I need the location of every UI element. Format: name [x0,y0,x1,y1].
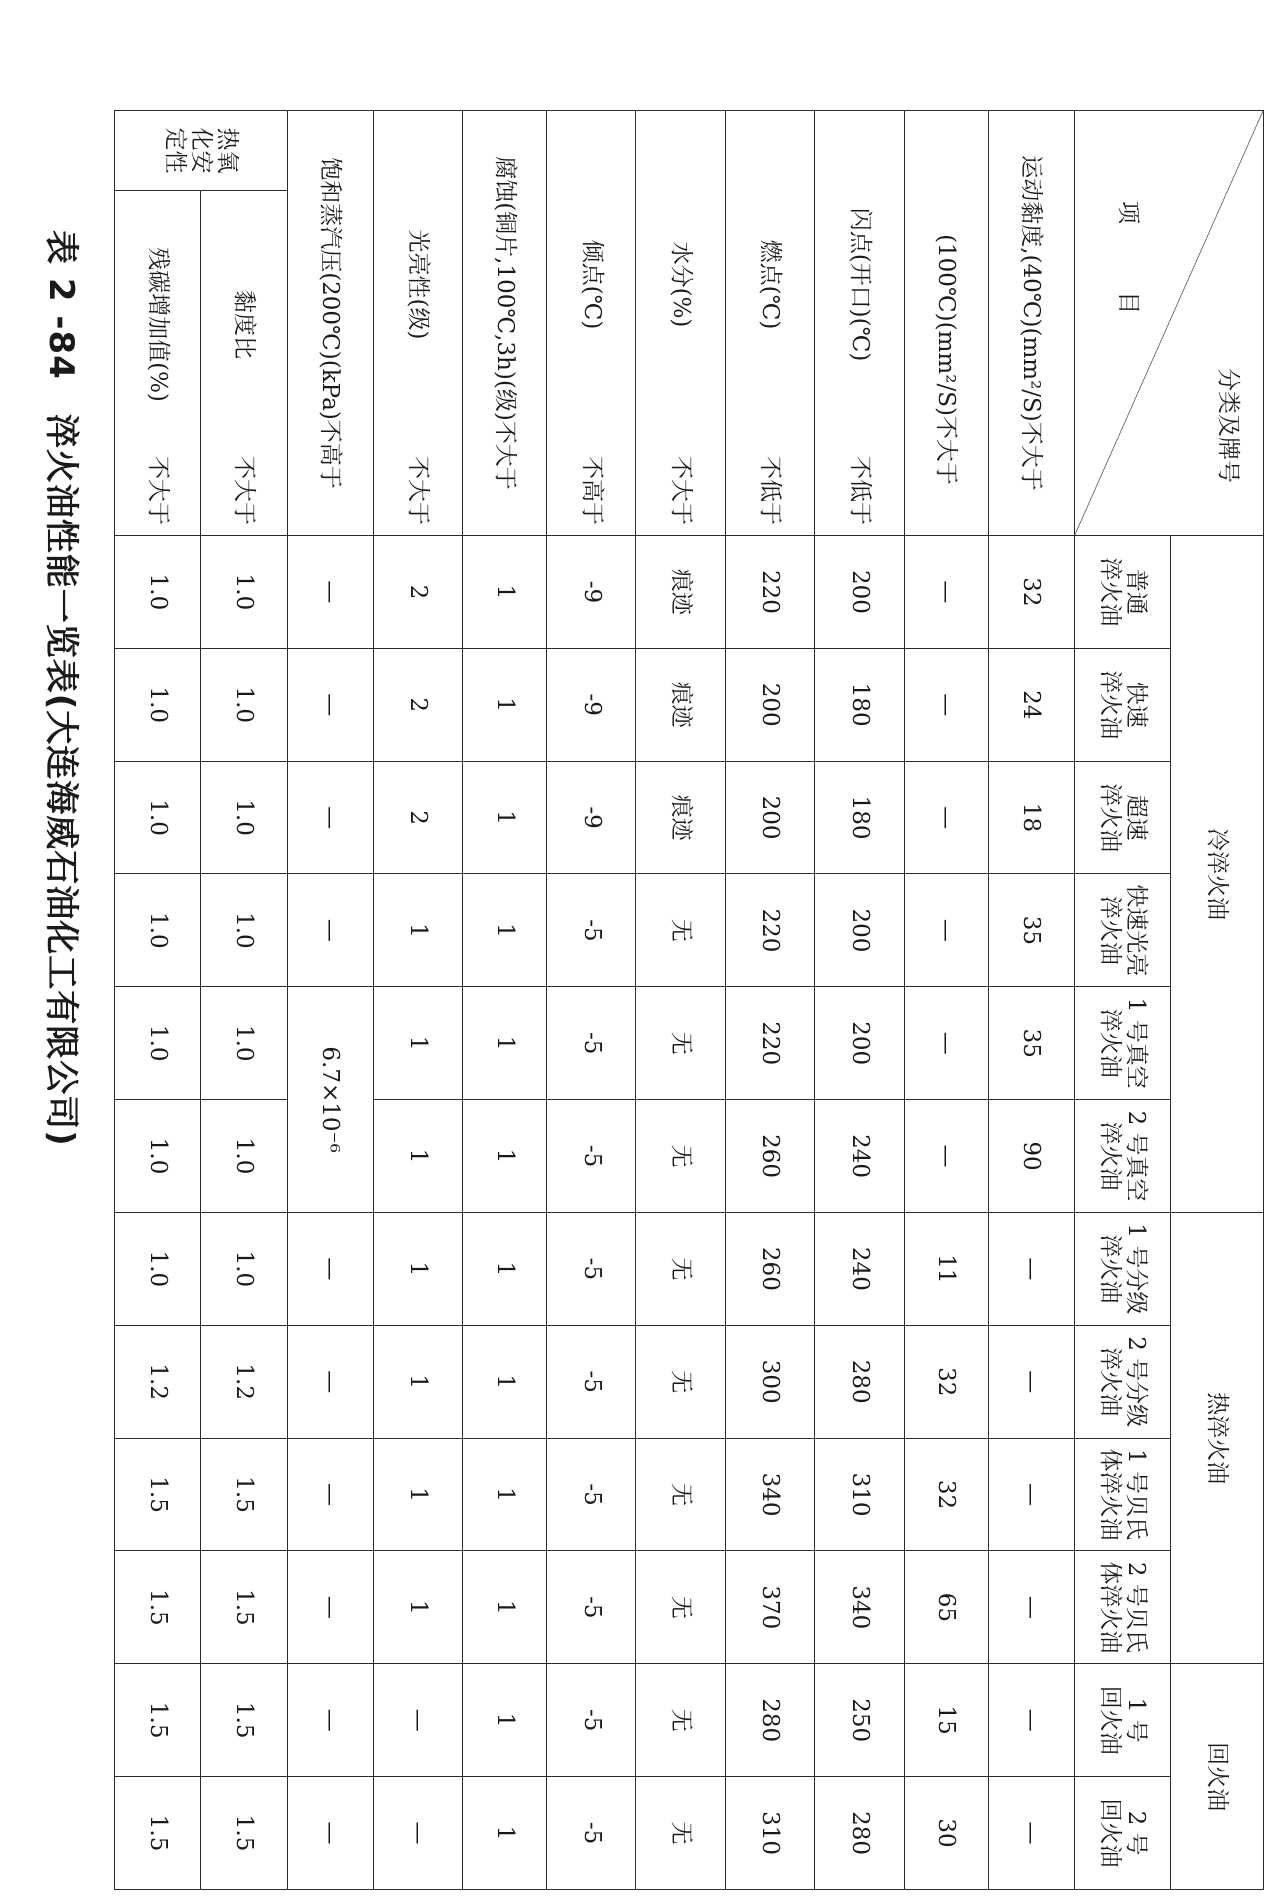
value-cell: — [904,987,988,1100]
value-cell: — [904,648,988,761]
value-cell: — [287,1325,373,1438]
value-cell: 200 [815,987,904,1100]
table-row [287,111,373,1890]
table-number: 表 2 -84 [41,230,81,380]
value-cell: 1.5 [115,1438,201,1551]
value-cell: 1 [463,1664,547,1777]
value-cell: 1.5 [201,1777,287,1890]
value-cell: 1.0 [115,1100,201,1213]
table-row [201,111,287,1890]
value-cell: 无 [636,1212,725,1325]
value-cell: 370 [725,1551,814,1664]
group-hot-quench: 热淬火油 [1171,1212,1264,1663]
value-cell: 痕迹 [636,536,725,649]
corner-category-label: 分类及牌号 [1215,368,1241,483]
brand-cell: 1 号贝氏 体淬火油 [1074,1438,1171,1551]
thermal-stability-label: 热氧 化安 定性 [115,111,288,191]
brand-cell: 2 号贝氏 体淬火油 [1074,1551,1171,1664]
value-cell: 无 [636,1100,725,1213]
value-cell: — [904,1100,988,1213]
value-cell: 260 [725,1100,814,1213]
value-cell: 65 [904,1551,988,1664]
value-cell: 1 [373,1212,462,1325]
value-cell: 1.2 [201,1325,287,1438]
value-cell: 1.5 [115,1551,201,1664]
value-cell: -5 [547,1100,636,1213]
value-cell: — [287,536,373,649]
corner-cell [1074,111,1263,536]
value-cell: 1.5 [201,1551,287,1664]
value-cell: — [988,1212,1074,1325]
value-cell: 1 [463,1438,547,1551]
value-cell: 无 [636,874,725,987]
value-cell: — [287,1551,373,1664]
value-cell: 1.0 [115,987,201,1100]
value-cell: 1.0 [115,536,201,649]
value-cell: 15 [904,1664,988,1777]
row-label: (100℃)(mm²/S)不大于 [904,111,988,536]
value-cell: 220 [725,987,814,1100]
value-cell: 1.2 [115,1325,201,1438]
value-cell: 1.0 [115,648,201,761]
value-cell: 1.5 [201,1664,287,1777]
value-cell: 1.0 [201,987,287,1100]
value-cell: 1 [373,874,462,987]
row-label: 残碳增加值(%) 不大于 [115,191,201,536]
value-cell: — [287,1777,373,1890]
value-cell: 280 [815,1777,904,1890]
brand-cell: 1 号真空 淬火油 [1074,987,1171,1100]
value-cell: 30 [904,1777,988,1890]
value-cell: — [373,1777,462,1890]
row-label: 腐蚀(铜片,100℃,3h)(级)不大于 [463,111,547,536]
value-cell: 无 [636,987,725,1100]
value-cell: 1.0 [115,761,201,874]
value-cell: 32 [904,1438,988,1551]
brand-cell: 2 号真空 淬火油 [1074,1100,1171,1213]
table-row [815,111,904,1890]
value-cell: — [287,761,373,874]
value-cell: 1 [463,1325,547,1438]
value-cell: — [287,1212,373,1325]
value-cell: 200 [725,648,814,761]
value-cell: 1 [463,1777,547,1890]
value-cell: 35 [988,987,1074,1100]
value-cell: — [287,1664,373,1777]
brand-cell: 超速 淬火油 [1074,761,1171,874]
value-cell: 340 [815,1551,904,1664]
value-cell: 180 [815,648,904,761]
value-cell: 200 [725,761,814,874]
row-label: 水分(%) 不大于 [636,111,725,536]
value-cell: 1.5 [115,1664,201,1777]
value-cell: -5 [547,1438,636,1551]
table-row [547,111,636,1890]
value-cell: -5 [547,1777,636,1890]
value-cell: 1.0 [201,1100,287,1213]
value-cell: 1.5 [201,1438,287,1551]
value-cell: 260 [725,1212,814,1325]
row-label: 闪点(开口)(℃) 不低于 [815,111,904,536]
table-row [725,111,814,1890]
value-cell: 250 [815,1664,904,1777]
value-cell: -5 [547,987,636,1100]
value-cell: — [904,536,988,649]
value-cell: -9 [547,761,636,874]
value-cell: — [904,874,988,987]
value-cell: 1 [463,648,547,761]
value-cell: 1 [463,761,547,874]
value-cell: -5 [547,1325,636,1438]
value-cell: 1.0 [201,648,287,761]
value-cell: 1 [373,987,462,1100]
value-cell: 无 [636,1325,725,1438]
row-label: 倾点(℃) 不高于 [547,111,636,536]
table-row [636,111,725,1890]
value-cell: 220 [725,874,814,987]
value-cell: 240 [815,1100,904,1213]
value-cell: 280 [815,1325,904,1438]
value-cell: 24 [988,648,1074,761]
value-cell: 11 [904,1212,988,1325]
brand-cell: 快速光亮 淬火油 [1074,874,1171,987]
value-cell: — [988,1551,1074,1664]
value-cell: 1 [373,1551,462,1664]
row-label: 黏度比 不大于 [201,191,287,536]
value-cell: -5 [547,1664,636,1777]
value-cell: 340 [725,1438,814,1551]
value-cell: -5 [547,1212,636,1325]
value-cell: -9 [547,648,636,761]
value-cell: 220 [725,536,814,649]
value-cell: 无 [636,1551,725,1664]
value-cell: — [988,1664,1074,1777]
value-cell: 18 [988,761,1074,874]
table-row [373,111,462,1890]
value-cell: — [373,1664,462,1777]
value-cell: -5 [547,874,636,987]
value-cell: 32 [904,1325,988,1438]
group-header-row [1171,111,1264,1890]
value-cell: 2 [373,536,462,649]
value-cell: 1.0 [201,536,287,649]
value-cell: — [287,874,373,987]
value-cell: 1.0 [201,1212,287,1325]
value-cell: 280 [725,1664,814,1777]
value-cell: — [287,648,373,761]
value-cell: 1.0 [115,874,201,987]
brand-cell: 1 号分级 淬火油 [1074,1212,1171,1325]
value-cell: -5 [547,1551,636,1664]
value-cell: 1.0 [201,874,287,987]
value-cell: 2 [373,761,462,874]
value-cell: 1 [373,1438,462,1551]
value-cell: 1 [463,1100,547,1213]
value-cell: 90 [988,1100,1074,1213]
value-cell: 痕迹 [636,761,725,874]
table-title [40,230,89,1730]
value-cell: 1 [463,1212,547,1325]
value-cell: — [287,1438,373,1551]
value-cell: 32 [988,536,1074,649]
value-cell: -9 [547,536,636,649]
table-row [115,111,201,1890]
row-label: 燃点(℃) 不低于 [725,111,814,536]
table-row [904,111,988,1890]
group-temper: 回火油 [1171,1664,1264,1890]
value-cell: — [988,1777,1074,1890]
brand-cell: 1 号 回火油 [1074,1664,1171,1777]
brand-cell: 2 号 回火油 [1074,1777,1171,1890]
value-cell: — [988,1438,1074,1551]
value-cell: 1 [373,1100,462,1213]
corner-item-label: 项 目 [1115,201,1142,345]
table-row [463,111,547,1890]
value-cell: 2 [373,648,462,761]
value-cell: 310 [815,1438,904,1551]
value-cell-merged: 6.7×10⁻⁶ [287,987,373,1213]
value-cell: 无 [636,1664,725,1777]
value-cell: — [904,761,988,874]
value-cell: 35 [988,874,1074,987]
value-cell: 300 [725,1325,814,1438]
value-cell: 1 [463,874,547,987]
brand-cell: 快速 淬火油 [1074,648,1171,761]
group-cold-quench: 冷淬火油 [1171,536,1264,1213]
value-cell: 1.0 [201,761,287,874]
value-cell: 180 [815,761,904,874]
value-cell: 200 [815,536,904,649]
table-caption: 淬火油性能一览表(大连海威石油化工有限公司) [41,413,81,1147]
row-label: 光亮性(级) 不大于 [373,111,462,536]
brand-cell: 2 号分级 淬火油 [1074,1325,1171,1438]
value-cell: 无 [636,1438,725,1551]
value-cell: 1 [463,536,547,649]
value-cell: 无 [636,1777,725,1890]
table-row [988,111,1074,1890]
value-cell: 240 [815,1212,904,1325]
brand-cell: 普通 淬火油 [1074,536,1171,649]
value-cell: 1 [373,1325,462,1438]
value-cell: 1 [463,1551,547,1664]
value-cell: 1 [463,987,547,1100]
quench-oil-table [114,110,1264,1890]
value-cell: 1.0 [115,1212,201,1325]
value-cell: 200 [815,874,904,987]
value-cell: 痕迹 [636,648,725,761]
value-cell: 1.5 [115,1777,201,1890]
row-label: 饱和蒸汽压(200℃)(kPa)不高于 [287,111,373,536]
row-label: 运动黏度,(40℃)(mm²/S)不大于 [988,111,1074,536]
value-cell: 310 [725,1777,814,1890]
value-cell: — [988,1325,1074,1438]
